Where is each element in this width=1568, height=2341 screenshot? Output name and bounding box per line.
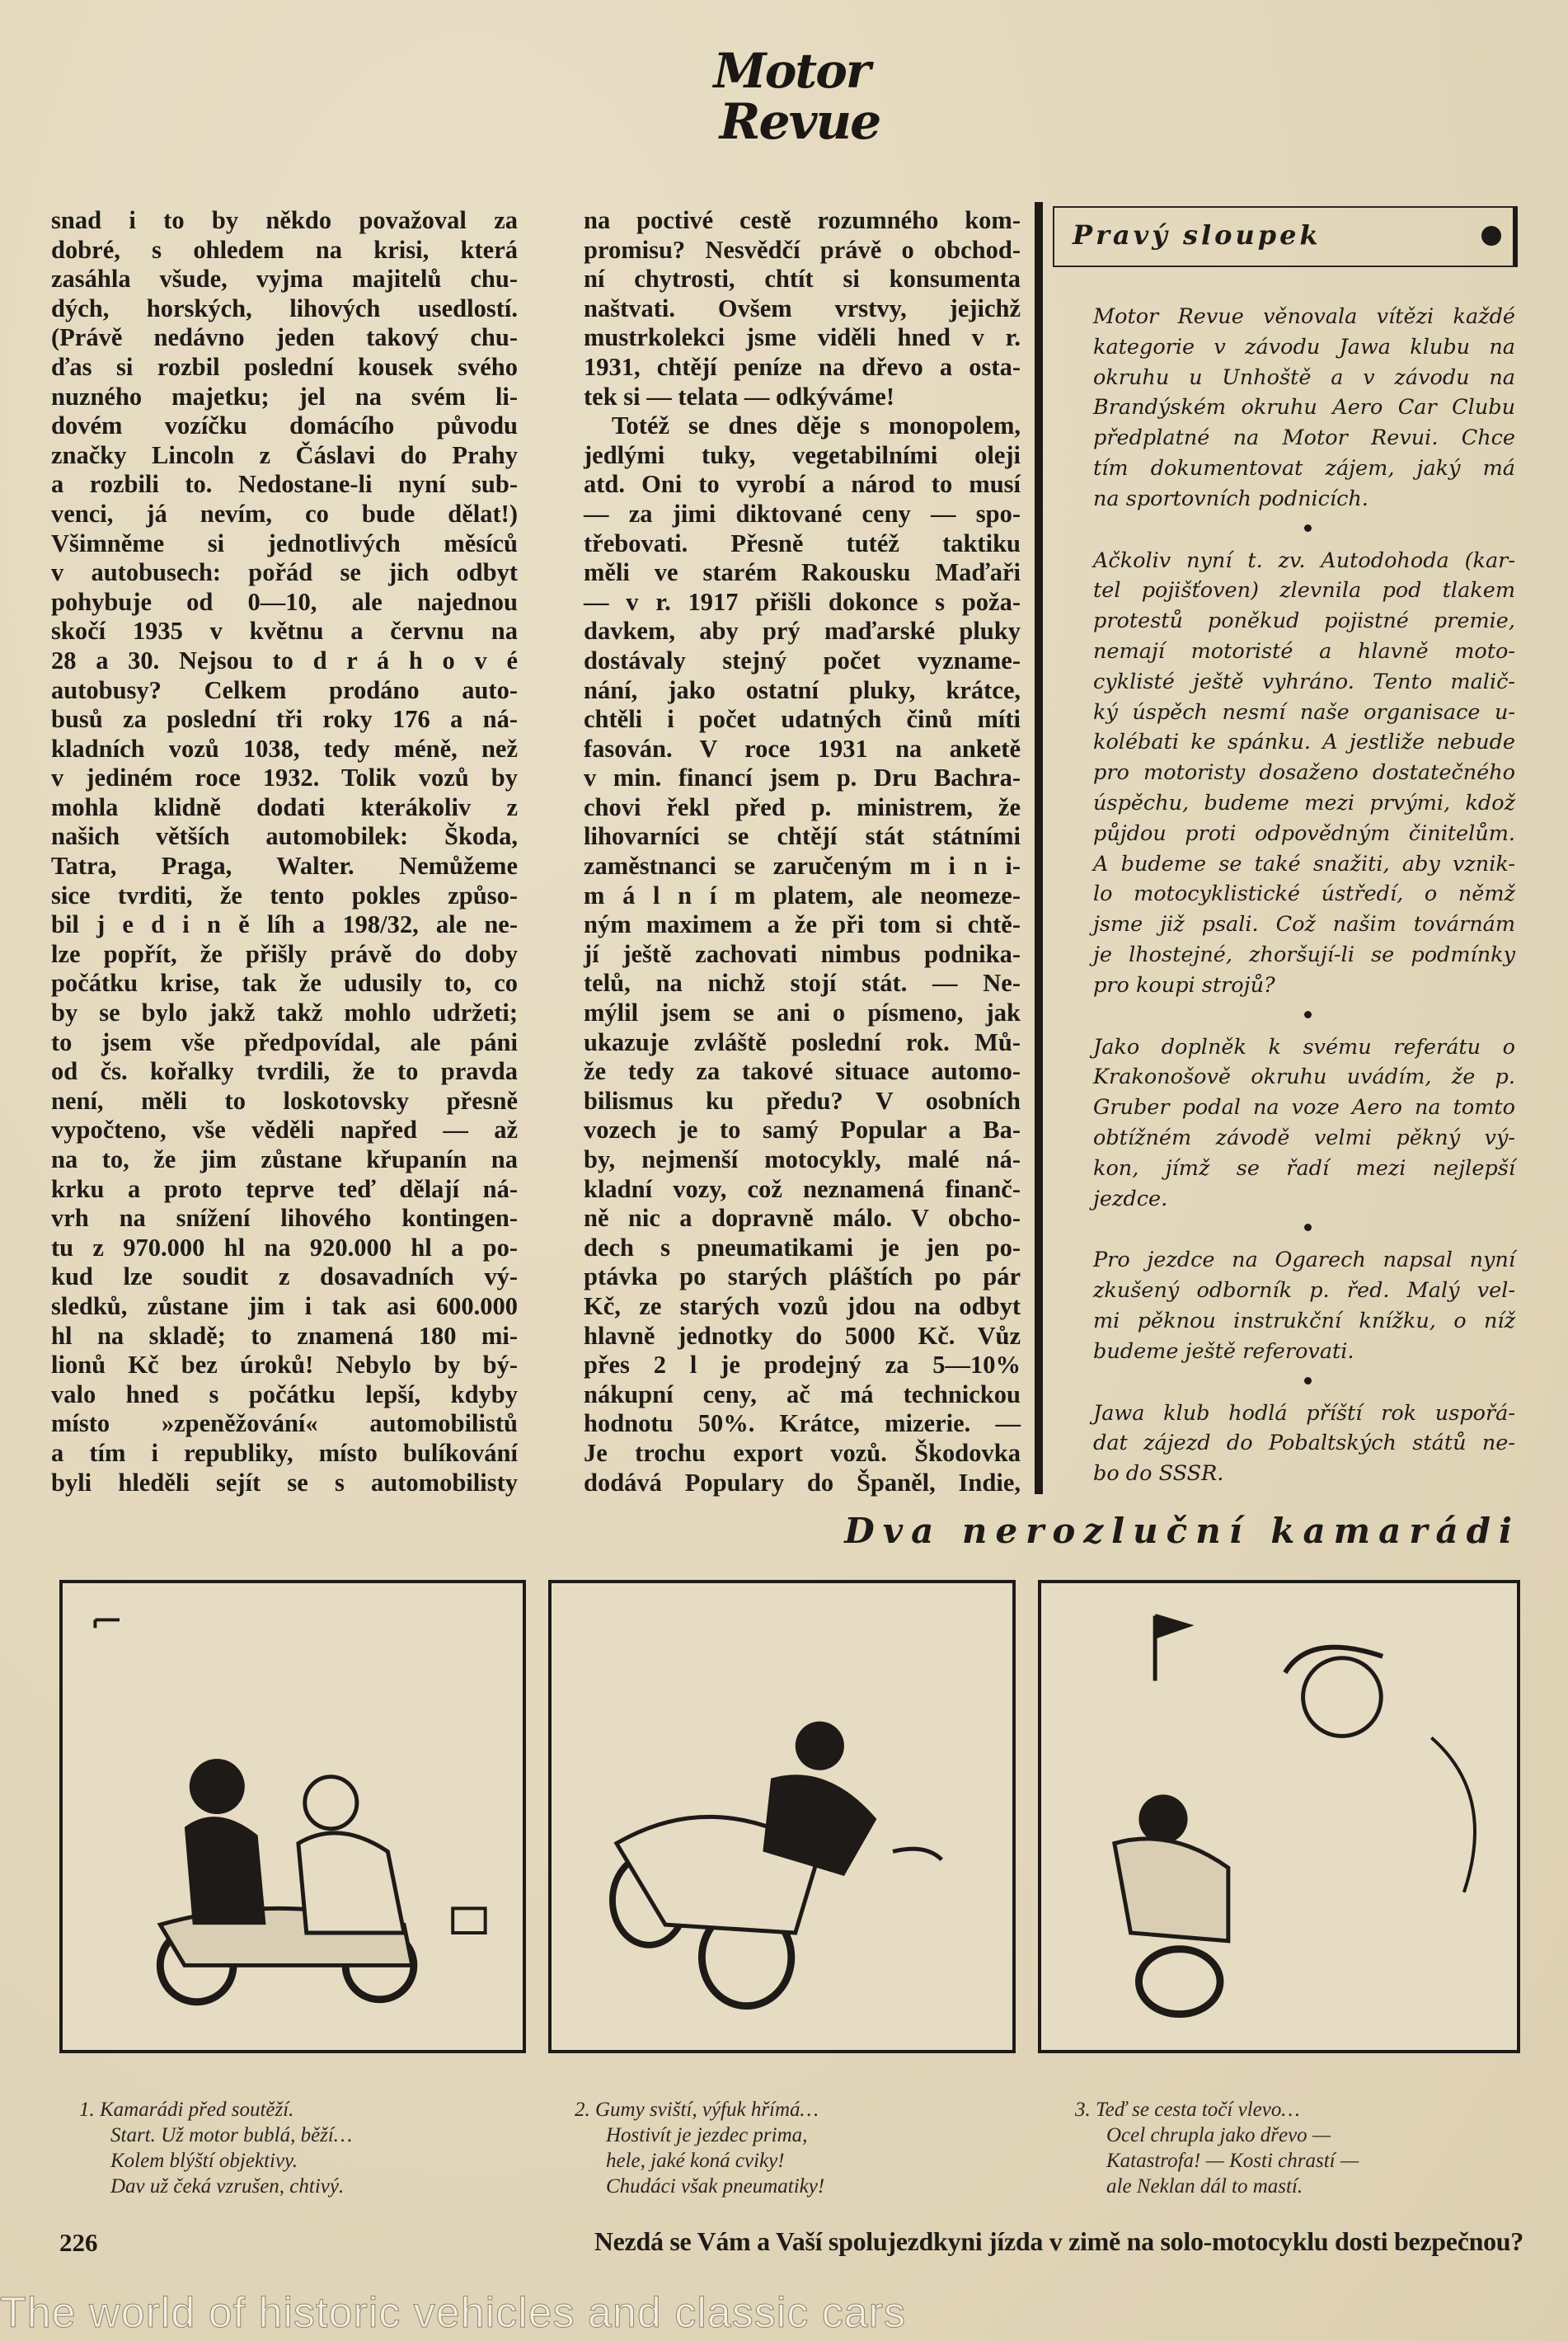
text-line: valo hned s počátku lepší, kdyby	[51, 1380, 518, 1408]
text-line: našich větších automobilek: Škoda,	[51, 822, 518, 851]
text-line: byli hleděli sejít se s automobilisty	[51, 1468, 518, 1497]
text-line: dat zájezd do Pobaltských států ne-	[1093, 1431, 1515, 1456]
text-line: lo motocyklistické ústředí, o němž	[1093, 881, 1515, 907]
text-line: bilismus ku předu? V osobních	[584, 1086, 1021, 1115]
text-line: tel pojišťoven) zlevnila pod tlakem	[1093, 578, 1515, 604]
text-line: kolébati ke spánku. A jestliže nebude	[1093, 730, 1515, 755]
text-line: chtěli i počet udatných činů míti	[584, 705, 1021, 734]
text-line: ně nic a dopravně málo. V obcho-	[584, 1204, 1021, 1233]
text-line: snad i to by někdo považoval za	[51, 206, 518, 234]
comic-panel-1	[59, 1580, 526, 2053]
caption-line: 3. Teď se cesta točí vlevo…	[1075, 2099, 1300, 2121]
separator-bullet-icon	[1093, 515, 1515, 546]
text-line: tím dokumentovat zájem, jaký má	[1093, 455, 1515, 481]
text-line: měli ve starém Rakousku Maďaři	[584, 558, 1021, 587]
text-line: Ačkoliv nyní t. zv. Autodohoda (kar-	[1093, 548, 1515, 573]
caption-line: 2. Gumy sviští, výfuk hřímá…	[575, 2099, 819, 2121]
paragraph	[1093, 302, 1515, 515]
text-line: Motor Revue věnovala vítězi každé	[1093, 304, 1515, 329]
text-line: mi pěknou instrukční knížku, o níž	[1093, 1308, 1515, 1333]
masthead-line1: Motor	[713, 43, 870, 99]
text-line: nuzného majetku; jel na svém li-	[51, 382, 518, 411]
article-column-2	[584, 206, 1021, 1497]
text-line: by se bylo jakž takž mohlo udržeti;	[51, 999, 518, 1027]
text-line: ní chytrosti, chtít si konsumenta	[584, 265, 1021, 294]
text-line: — v r. 1917 přišli dokonce s poža-	[584, 587, 1021, 616]
caption-line: Katastrofa! — Kosti chrastí —	[1106, 2150, 1359, 2172]
text-line: jí ještě zachovati nimbus podnika-	[584, 939, 1021, 968]
text-line: Krakonošově okruhu uvádím, že p.	[1093, 1065, 1515, 1090]
text-line: na to, že jim zůstane křupanín na	[51, 1145, 518, 1173]
masthead-line2: Revue	[719, 93, 880, 151]
text-line: promisu? Nesvědčí právě o obchod-	[584, 235, 1021, 264]
page-number: 226	[59, 2228, 98, 2257]
text-line: dovém vozíčku domácího původu	[51, 411, 518, 440]
text-line: busů za poslední tři roky 176 a ná-	[51, 705, 518, 734]
text-line: davkem, aby prý maďarské pluky	[584, 617, 1021, 646]
separator-bullet-icon	[1093, 1214, 1515, 1245]
footer-headline: Nezdá se Vám a Vaší spolujezdkyni jízda v zimě na solo-motocyklu dosti bezpečnou?	[594, 2226, 1523, 2256]
paragraph	[1093, 546, 1515, 1001]
paragraph	[584, 411, 1021, 1497]
text-line: 28 a 30. Nejsou to d r á h o v é	[51, 646, 518, 675]
text-line: je lhostejné, zhoršují-li se podmínky	[1093, 942, 1515, 967]
text-line: lionů Kč bez úroků! Nebylo by bý-	[51, 1351, 518, 1380]
comic-title: Dva nerozluční kamarádi	[844, 1511, 1520, 1551]
caption-line: Kolem blýští objektivy.	[110, 2150, 298, 2172]
text-line: atd. Oni to vyrobí a národ to musí	[584, 470, 1021, 499]
text-line: zkušený odborník p. řed. Malý vel-	[1093, 1278, 1515, 1304]
text-line: okruhu u Unhoště a v závodu na	[1093, 364, 1515, 390]
text-line: Kč, ze starých vozů jdou na odbyt	[584, 1291, 1021, 1320]
comic-panel-3	[1038, 1580, 1520, 2053]
text-line: tu z 970.000 hl na 920.000 hl a po-	[51, 1233, 518, 1262]
text-line: dodává Populary do Španěl, Indie,	[584, 1468, 1021, 1497]
text-line: (Právě nedávno jeden takový chu-	[51, 323, 518, 352]
separator-bullet-icon	[1093, 1367, 1515, 1398]
text-line: hodnotu 50%. Krátce, mizerie. —	[584, 1409, 1021, 1438]
caption-line: hele, jaké koná cviky!	[606, 2150, 785, 2172]
text-line: krku a proto teprve teď dělají ná-	[51, 1174, 518, 1203]
paragraph	[584, 206, 1021, 411]
text-line: bil j e d i n ě líh a 198/32, ale ne-	[51, 910, 518, 939]
text-line: dých, horských, lihových usedlostí.	[51, 294, 518, 322]
text-line: na poctivé cestě rozumného kom-	[584, 206, 1021, 234]
text-line: kladních vozů 1038, tedy méně, než	[51, 734, 518, 763]
text-line: cyklisté ještě vyhráno. Tento malič-	[1093, 669, 1515, 694]
text-line: vozech je to samý Popular a Ba-	[584, 1116, 1021, 1145]
text-line: lze popřít, že přišly právě do doby	[51, 939, 518, 968]
paragraph	[51, 206, 518, 1497]
text-line: mustrkolekci jsme viděli hned v r.	[584, 323, 1021, 352]
text-line: přes 2 l je prodejný za 5—10%	[584, 1351, 1021, 1380]
text-line: a rozbili to. Nedostane-li nyní sub-	[51, 470, 518, 499]
text-line: zaměstnanci se zaručeným m i n i-	[584, 852, 1021, 881]
text-line: autobusy? Celkem prodáno auto-	[51, 675, 518, 704]
text-line: Brandýském okruhu Aero Car Clubu	[1093, 395, 1515, 421]
text-line: třebovati. Přesně tutéž taktiku	[584, 529, 1021, 557]
text-line: 1931, chtějí peníze na dřevo a osta-	[584, 352, 1021, 381]
comic-caption-2	[575, 2097, 824, 2199]
cartoon-riders-start-illustration	[63, 1583, 523, 2050]
text-line: Totéž se dnes děje s monopolem,	[612, 411, 1021, 440]
text-line: předplatné na Motor Revui. Chce	[1093, 425, 1515, 451]
text-line: v autobusech: pořád se jich odbyt	[51, 558, 518, 587]
text-line: hlavně jednotky do 5000 Kč. Vůz	[584, 1321, 1021, 1350]
text-line: nákupní ceny, ač má technickou	[584, 1380, 1021, 1408]
text-line: mýlil jsem se ani o písmeno, jak	[584, 999, 1021, 1027]
separator-bullet-icon	[1093, 1001, 1515, 1032]
text-line: Je trochu export vozů. Škodovka	[584, 1438, 1021, 1467]
comic-caption-3	[1075, 2097, 1359, 2199]
right-column-header	[1053, 206, 1518, 267]
caption-line: Ocel chrupla jako dřevo —	[1106, 2124, 1331, 2146]
text-line: venci, já nevím, co bude dělat!)	[51, 499, 518, 528]
text-line: nemají motoristé a hlavně moto-	[1093, 638, 1515, 664]
text-line: úspěchu, budeme mezi prvými, kdož	[1093, 790, 1515, 816]
text-line: pro motoristy dosaženo dostatečného	[1093, 760, 1515, 786]
cartoon-crash-illustration	[1041, 1583, 1517, 2050]
text-line: sledků, zůstane jim i tak asi 600.000	[51, 1291, 518, 1320]
text-line: pohybuje od 0—10, ale najednou	[51, 587, 518, 616]
text-line: — za jimi diktované ceny — spo-	[584, 499, 1021, 528]
text-line: a tím i republiky, místo bulíkování	[51, 1438, 518, 1467]
text-line: nání, jako ostatní pluky, krátce,	[584, 675, 1021, 704]
text-line: ďas si rozbil poslední kousek svého	[51, 352, 518, 381]
right-column-title: Pravý sloupek	[1073, 219, 1322, 251]
text-line: ký úspěch nesmí naše organisace u-	[1093, 699, 1515, 725]
watermark-text: The world of historic vehicles and classic cars	[0, 2289, 906, 2337]
text-line: fasován. V roce 1931 na anketě	[584, 734, 1021, 763]
text-line: Jako doplněk k svému referátu o	[1093, 1034, 1515, 1060]
text-line: Tatra, Praga, Walter. Nemůžeme	[51, 852, 518, 881]
text-line: v min. financí jsem p. Dru Bachra-	[584, 764, 1021, 792]
text-line: ukazuje zvláště poslední rok. Mů-	[584, 1027, 1021, 1056]
text-line: není, měli to loskotovsky přesně	[51, 1086, 518, 1115]
column-divider	[1035, 202, 1043, 1494]
text-line: na sportovních podnicích.	[1093, 486, 1368, 511]
text-line: skočí 1935 v květnu a červnu na	[51, 617, 518, 646]
caption-line: ale Neklan dál to mastí.	[1106, 2175, 1303, 2198]
bullet-dot-icon	[1481, 226, 1501, 246]
text-line: jsme již psali. Což našim továrnám	[1093, 912, 1515, 938]
text-line: bo do SSSR.	[1093, 1461, 1224, 1487]
text-line: kud lze soudit z dosavadních vý-	[51, 1262, 518, 1291]
text-line: tek si — telata — odkýváme!	[584, 382, 894, 411]
text-line: značky Lincoln z Čáslavi do Prahy	[51, 440, 518, 469]
text-line: dostávaly stejný počet vyzname-	[584, 646, 1021, 675]
text-line: lihovarníci se chtějí stát státními	[584, 822, 1021, 851]
text-line: vypočteno, vše věděli napřed — až	[51, 1116, 518, 1145]
text-line: od čs. kořalky tvrdili, že to pravda	[51, 1057, 518, 1086]
text-line: protestů poněkud pojistné premie,	[1093, 609, 1515, 634]
text-line: Pro jezdce na Ogarech napsal nyní	[1093, 1248, 1515, 1273]
right-column-body	[1093, 302, 1515, 1489]
text-line: mohla klidně dodati kterákoliv z	[51, 792, 518, 821]
text-line: kladní vozy, což neznamená finanč-	[584, 1174, 1021, 1203]
caption-line: Dav už čeká vzrušen, chtivý.	[110, 2175, 345, 2198]
text-line: že tedy za takové situace automo-	[584, 1057, 1021, 1086]
text-line: počátku krise, tak že udusily to, co	[51, 969, 518, 998]
caption-line: 1. Kamarádi před soutěží.	[79, 2099, 294, 2121]
text-line: vrh na snížení lihového kontingen-	[51, 1204, 518, 1233]
text-line: naštvati. Ovšem vrstvy, jejichž	[584, 294, 1021, 322]
paragraph	[1093, 1398, 1515, 1489]
text-line: jedlými tuky, vegetabilními oleji	[584, 440, 1021, 469]
cartoon-riders-racing-illustration	[552, 1583, 1012, 2050]
caption-line: Hostivít je jezdec prima,	[606, 2124, 808, 2146]
text-line: dech s pneumatikami je jen po-	[584, 1233, 1021, 1262]
caption-line: Chudáci však pneumatiky!	[606, 2175, 825, 2198]
caption-line: Start. Už motor bublá, běží…	[110, 2124, 353, 2146]
text-line: Všimněme si jednotlivých měsíců	[51, 529, 518, 557]
text-line: půjdou proti odpovědným činitelům.	[1093, 820, 1515, 846]
text-line: kategorie v závodu Jawa klubu na	[1093, 334, 1515, 360]
text-line: místo »zpeněžování« automobilistů	[51, 1409, 518, 1438]
text-line: sice tvrditi, že tento pokles způso-	[51, 881, 518, 910]
text-line: to jsem vše předpovídal, ale páni	[51, 1027, 518, 1056]
text-line: Gruber podal na voze Aero na tomto	[1093, 1095, 1515, 1121]
text-line: m á l n í m platem, ale neomeze-	[584, 881, 1021, 910]
paragraph	[1093, 1245, 1515, 1366]
text-line: Jawa klub hodlá příští rok uspořá-	[1093, 1400, 1515, 1426]
text-line: chovi řekl před p. ministrem, že	[584, 792, 1021, 821]
text-line: A budeme se také snažiti, aby vznik-	[1093, 851, 1515, 877]
text-line: ptávka po starých pláštích po pár	[584, 1262, 1021, 1291]
comic-panel-2	[548, 1580, 1016, 2053]
text-line: pro koupi strojů?	[1093, 972, 1275, 998]
text-line: obtížném závodě velmi pěkný vý-	[1093, 1125, 1515, 1150]
text-line: dobré, s ohledem na krisi, která	[51, 235, 518, 264]
text-line: v jediném roce 1932. Tolik vozů by	[51, 764, 518, 792]
paragraph	[1093, 1032, 1515, 1215]
text-line: telů, na nichž stojí stát. — Ne-	[584, 969, 1021, 998]
text-line: hl na skladě; to znamená 180 mi-	[51, 1321, 518, 1350]
article-column-1	[51, 206, 518, 1497]
text-line: zasáhla všude, vyjma majitelů chu-	[51, 265, 518, 294]
text-line: budeme ještě referovati.	[1093, 1338, 1354, 1364]
masthead-logo	[701, 43, 882, 151]
text-line: jezdce.	[1093, 1186, 1168, 1211]
text-line: by, nejmenší motocykly, malé ná-	[584, 1145, 1021, 1173]
text-line: ným maximem a že při tom si chtě-	[584, 910, 1021, 939]
comic-caption-1	[79, 2097, 352, 2199]
text-line: kon, jímž se řadí mezi nejlepší	[1093, 1155, 1515, 1181]
